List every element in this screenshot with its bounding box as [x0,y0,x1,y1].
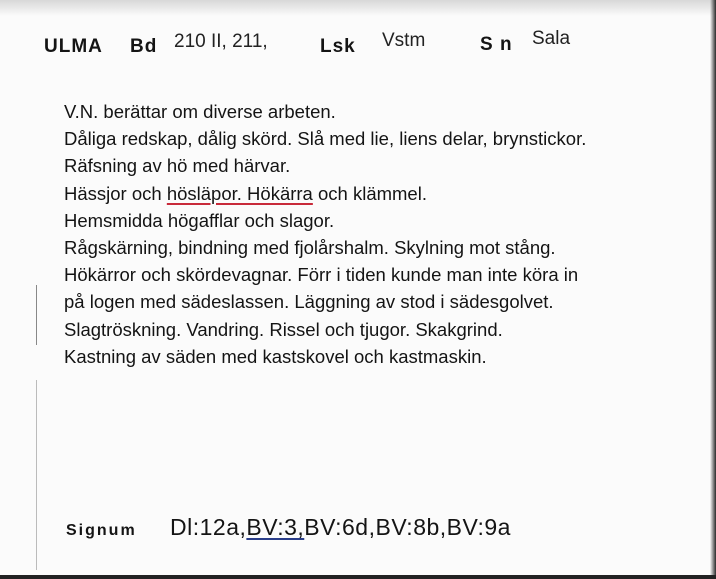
scan-mark-left-lower [36,380,37,570]
signum-code: BV:6d,BV:8b,BV:9a [304,514,511,540]
body-line [64,180,704,207]
signum-code: Dl:12a, [170,514,247,540]
body-line: på logen med sädeslassen. Läggning av stod i sädesgolvet. [64,291,554,313]
bd-label: Bd [130,36,158,57]
body-line: Dåliga redskap, dålig skörd. Slå med lie, liens delar, brynstickor. [64,128,587,150]
archive-label: ULMA [44,36,103,57]
lsk-value: Vstm [382,30,426,51]
body-line: Rågskärning, bindning med fjolårshalm. Skylning mot stång. [64,236,556,258]
body-line: Kastning av säden med kastskovel och kastmaskin. [64,345,487,367]
scan-edge-right [710,0,716,579]
signum-row [66,514,686,548]
scan-edge-top [0,0,716,16]
card-header [44,30,684,64]
scan-edge-bottom [0,575,716,579]
scan-mark-left [36,285,37,345]
body-segment: och klämmel. [312,182,427,204]
signum-code-underlined: BV:3, [246,514,305,540]
bd-value: 210 II, 211, [174,31,268,52]
lsk-label: Lsk [320,36,356,57]
body-line: Slagtröskning. Vandring. Rissel och tjugor. Skakgrind. [64,318,503,340]
body-line: V.N. berättar om diverse arbeten. [64,101,336,122]
signum-codes [170,514,511,541]
body-segment: Hässjor och [64,182,167,204]
underlined-terms: hösläpor. Hökärra [166,182,313,204]
body-line: Hemsmidda högafflar och slagor. [64,209,335,231]
body-line: Hökärror och skördevagnar. Förr i tiden kunde man inte köra in [64,264,579,286]
sn-label: S n [480,34,513,55]
signum-label: Signum [66,522,137,539]
sn-value: Sala [532,28,571,49]
card-body [64,98,704,370]
body-line: Räfsning av hö med härvar. [64,155,291,177]
